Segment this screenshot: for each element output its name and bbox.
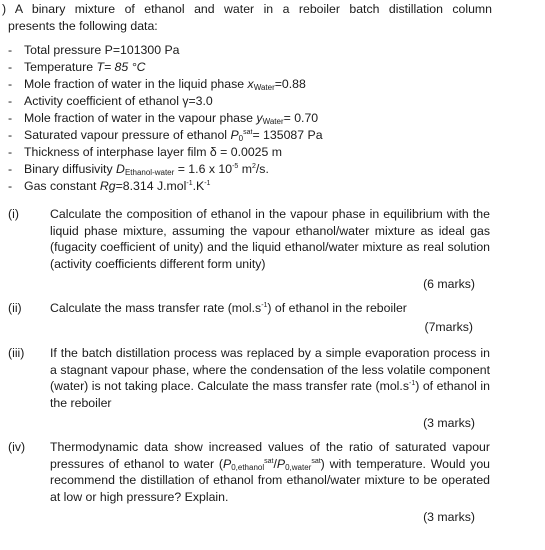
data-item-gamma: - Activity coefficient of ethanol γ=3.0 bbox=[8, 94, 213, 108]
question-text: Calculate the mass transfer rate $(mol.s^{-1})$ of ethanol in the reboiler bbox=[50, 301, 407, 315]
question-text: Calculate the composition of ethanol in the vapour phase in equilibrium with the liquid phase mixture, assuming the vapour ethanol/water mixture as ideal gas (fugacity coefficient of unity) and the liquid ethanol/water mixture as real solution (activity coefficients different form unity) bbox=[50, 207, 490, 271]
question-marks: (3 marks) bbox=[423, 510, 475, 524]
data-item-temperature: - Temperature T= 85 °C bbox=[8, 60, 146, 74]
data-item-x-water: - Mole fraction of water in the liquid phase $x_{Water}=0.88$ bbox=[8, 77, 306, 92]
question-number: (iv) bbox=[8, 440, 26, 454]
intro-line-2: presents the following data: bbox=[8, 18, 158, 33]
given-data-list bbox=[8, 42, 468, 195]
question-number: (ii) bbox=[8, 301, 22, 315]
question-number: (i) bbox=[8, 207, 19, 221]
data-item-diffusivity: - Binary diffusivity $D_{Ethanol-water} = 1.6$ x $10^{-5}$ $m^2/s$. bbox=[8, 162, 269, 177]
data-item-psat: - Saturated vapour pressure of ethanol $P_0^{sat}= 135087$ Pa bbox=[8, 128, 323, 143]
data-item-gas-constant: - Gas constant Rg=8.314 $J.mol^{-1}.K^{-1}$ bbox=[8, 179, 211, 193]
question-text: If the batch distillation process was replaced by a simple evaporation process in a stagnant vapour phase, where the condensation of the less volatile component (water) is not taking place. Calculate the mass transfer rate $(mol.s^{-1})$ of ethanol in the reboiler bbox=[50, 346, 490, 410]
intro-line-1: ) A binary mixture of ethanol and water in a reboiler batch distillation column bbox=[2, 2, 492, 16]
data-item-y-water: - Mole fraction of water in the vapour phase $y_{Water}= 0.70$ bbox=[8, 111, 319, 126]
data-item-pressure: - Total pressure P=101300 Pa bbox=[8, 43, 180, 57]
data-item-film-thickness: - Thickness of interphase layer film δ = 0.0025 m bbox=[8, 145, 283, 159]
question-text: Thermodynamic data show increased values of the ratio of saturated vapour pressures of ethanol to water $(P_{0,ethanol}^{sat}/P_{0,water}^{sat})$ with temperature. Would you recommend the distillation of ethanol from ethanol/water mixture to be operated at low or high pressure? Explain. bbox=[50, 440, 490, 504]
question-marks: (7marks) bbox=[424, 320, 473, 334]
question-number: (iii) bbox=[8, 346, 25, 360]
question-marks: (3 marks) bbox=[423, 416, 475, 430]
problem-intro bbox=[2, 1, 492, 34]
question-marks: (6 marks) bbox=[423, 277, 475, 291]
